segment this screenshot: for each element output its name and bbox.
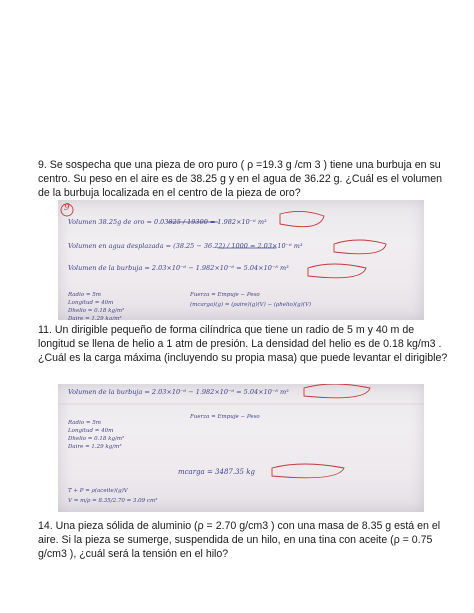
- problem-11-text: 11. Un dirigible pequeño de forma cilíndrica que tiene un radio de 5 m y 40 m de longitud se llena de helio a 1 atm de presión. La densidad del helio es de 0.18 kg/m3 . ¿Cuál es la carga máxima (incluyendo su propia masa) que puede levantar el dirigible?: [38, 324, 448, 364]
- hw-number: 9: [64, 203, 70, 213]
- hw-note: Radio = 5m: [68, 292, 101, 298]
- hw-heading: Fuerza = Empuje − Peso: [190, 414, 260, 420]
- hw-line: Volumen en agua desplazada = (38.25 − 36.22) / 1000 = 2.03×10⁻⁶ m³: [68, 242, 303, 250]
- hw-note: Longitud = 40m: [68, 300, 114, 306]
- hw-note: Radio = 5m: [68, 420, 101, 426]
- hw-result: mcarga = 3487.35 kg: [178, 468, 255, 476]
- hw-line: Volumen de la burbuja = 2.03×10⁻⁶ − 1.982×10⁻⁶ = 5.04×10⁻⁸ m³: [68, 388, 289, 396]
- hw-line: Volumen 38.25g de oro = 0.03825 / 19300 = 1.982×10⁻⁶ m³: [68, 218, 267, 226]
- handwritten-solution-photo-9: [58, 200, 424, 320]
- hw-line: Volumen de la burbuja = 2.03×10⁻⁶ − 1.982×10⁻⁶ = 5.04×10⁻⁸ m³: [68, 264, 289, 272]
- handwritten-solution-photo-11: [58, 384, 424, 512]
- hw-note: Longitud = 40m: [68, 428, 114, 434]
- hw-note: Daire = 1.29 kg/m³: [68, 316, 122, 320]
- problem-14-text: 14. Una pieza sólida de aluminio (ρ = 2.70 g/cm3 ) con una masa de 8.35 g está en el aire. Si la pieza se sumerge, suspendida de un hilo, en una tina con aceite (ρ = 0.75 g/cm3 ), ¿cuál será la tensión en el hilo?: [38, 520, 441, 560]
- hw-note: Dhelio = 0.18 kg/m³: [68, 436, 125, 442]
- hw-line: V = m/ρ = 8.35/2.70 = 3.09 cm³: [68, 498, 158, 504]
- hw-line: T + P = ρ(aceite)(g)V: [68, 488, 128, 494]
- hw-line: (mcarga)(g) = (ρaire)(g)(V) − (ρhelio)(g)(V): [190, 302, 312, 308]
- hw-note: Daire = 1.29 kg/m³: [68, 444, 122, 450]
- problem-9-text: 9. Se sospecha que una pieza de oro puro ( ρ =19.3 g /cm 3 ) tiene una burbuja en su centro. Su peso en el aire es de 38.25 g y en el agua de 36.22 g. ¿Cuál es el volumen de la burbuja localizada en el centro de la pieza de oro?: [38, 159, 443, 199]
- hw-note: Dhelio = 0.18 kg/m³: [68, 308, 125, 314]
- hw-heading: Fuerza = Empuje − Peso: [190, 292, 260, 298]
